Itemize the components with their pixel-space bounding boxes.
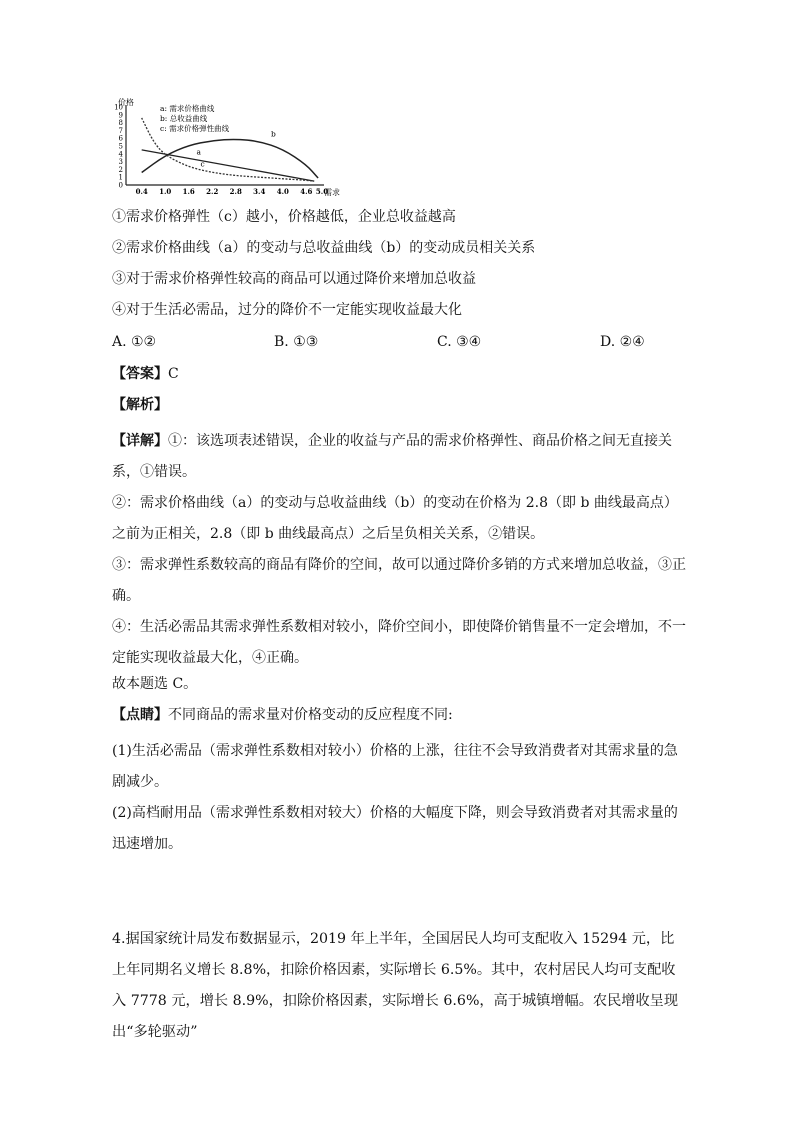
detail-conclusion: 故本题选 C。 bbox=[112, 676, 198, 692]
x-axis-label: 需求 bbox=[324, 188, 340, 197]
demand-chart bbox=[112, 96, 342, 200]
legend-entry-a: a: 需求价格曲线 bbox=[160, 104, 215, 113]
y-tick-label: 2 bbox=[118, 165, 123, 174]
y-tick-label: 7 bbox=[118, 126, 123, 135]
tip-intro: 不同商品的需求量对价格变动的反应程度不同: bbox=[168, 707, 453, 723]
y-tick-labels bbox=[114, 104, 123, 190]
x-tick-label: 1.6 bbox=[182, 187, 195, 196]
y-axis-label: 价格 bbox=[118, 98, 134, 107]
legend-entry-b: b: 总收益曲线 bbox=[160, 114, 208, 123]
y-tick-label: 8 bbox=[118, 119, 123, 128]
tip-line bbox=[112, 705, 690, 725]
y-tick-label: 5 bbox=[118, 142, 123, 151]
answer-line bbox=[112, 364, 690, 384]
tip-paragraph-1: (1)生活必需品（需求弹性系数相对较小）价格的上涨，往往不会导致消费者对其需求量的急剧减少。 bbox=[112, 743, 678, 790]
answer-label: 【答案】 bbox=[112, 366, 168, 382]
y-tick-label: 1 bbox=[118, 173, 123, 182]
y-tick-label: 9 bbox=[118, 111, 123, 120]
tip-paragraph-2: (2)高档耐用品（需求弹性系数相对较大）价格的大幅度下降，则会导致消费者对其需求量的迅速增加。 bbox=[112, 805, 678, 852]
chart-axes bbox=[126, 105, 324, 185]
statement-4: ④对于生活必需品，过分的降价不一定能实现收益最大化 bbox=[112, 302, 462, 318]
detail-text-1: ①：该选项表述错误，企业的收益与产品的需求价格弹性、商品价格之间无直接关系，①错误。 bbox=[112, 433, 672, 480]
y-tick-label: 4 bbox=[118, 150, 123, 159]
x-tick-label: 5.0 bbox=[315, 187, 329, 196]
statement-1: ①需求价格弹性（c）越小，价格越低，企业总收益越高 bbox=[112, 209, 456, 225]
series-b-line bbox=[142, 139, 318, 178]
x-tick-label: 3.4 bbox=[253, 187, 266, 196]
y-tick-label: 6 bbox=[118, 134, 123, 143]
tip-label: 【点睛】 bbox=[112, 707, 168, 723]
legend-entry-c: c: 需求价格弹性曲线 bbox=[160, 124, 230, 133]
x-tick-label: 0.4 bbox=[135, 187, 148, 196]
option-c: C. ③④ bbox=[437, 334, 482, 350]
option-a: A. ①② bbox=[112, 334, 157, 350]
demand-chart-svg bbox=[112, 96, 342, 200]
x-tick-labels bbox=[136, 187, 329, 196]
x-tick-label: 2.8 bbox=[229, 187, 242, 196]
question-4-text: 4.据国家统计局发布数据显示，2019 年上半年，全国居民人均可支配收入 15294 元，比上年同期名义增长 8.8%，扣除价格因素，实际增长 6.5%。其中，农村居民人均可支配收入 7778 元，增长 8.9%，扣除价格因素，实际增长 6.6%，高于城镇增幅。农民增收呈现出“多轮驱动” bbox=[112, 931, 679, 1040]
x-tick-label: 4.0 bbox=[276, 187, 289, 196]
y-tick-label: 0 bbox=[118, 181, 123, 190]
x-tick-label: 1.0 bbox=[159, 187, 172, 196]
detail-label: 【详解】 bbox=[112, 433, 168, 449]
statement-3: ③对于需求价格弹性较高的商品可以通过降价来增加总收益 bbox=[112, 271, 476, 287]
detail-paragraph-1 bbox=[112, 426, 690, 488]
series-b-label: b bbox=[271, 129, 276, 139]
x-tick-label: 4.6 bbox=[300, 187, 313, 196]
x-tick-label: 2.2 bbox=[206, 187, 219, 196]
series-c-label: c bbox=[200, 159, 205, 169]
analysis-label: 【解析】 bbox=[112, 397, 168, 413]
y-tick-label: 10 bbox=[114, 103, 123, 112]
statement-2: ②需求价格曲线（a）的变动与总收益曲线（b）的变动成员相关关系 bbox=[112, 240, 536, 256]
detail-paragraph-3: ③：需求弹性系数较高的商品有降价的空间，故可以通过降价多销的方式来增加总收益，③正确。 bbox=[112, 557, 686, 604]
y-tick-label: 3 bbox=[118, 158, 123, 167]
option-b: B. ①③ bbox=[274, 334, 319, 350]
answer-value: C bbox=[168, 366, 179, 382]
option-d: D. ②④ bbox=[600, 334, 645, 350]
detail-paragraph-2: ②：需求价格曲线（a）的变动与总收益曲线（b）的变动在价格为 2.8（即 b 曲线最高点）之前为正相关，2.8（即 b 曲线最高点）之后呈负相关关系，②错误。 bbox=[112, 495, 678, 542]
detail-paragraph-4: ④：生活必需品其需求弹性系数相对较小，降价空间小，即使降价销售量不一定会增加，不一定能实现收益最大化，④正确。 bbox=[112, 619, 686, 666]
series-a-label: a bbox=[196, 147, 202, 157]
